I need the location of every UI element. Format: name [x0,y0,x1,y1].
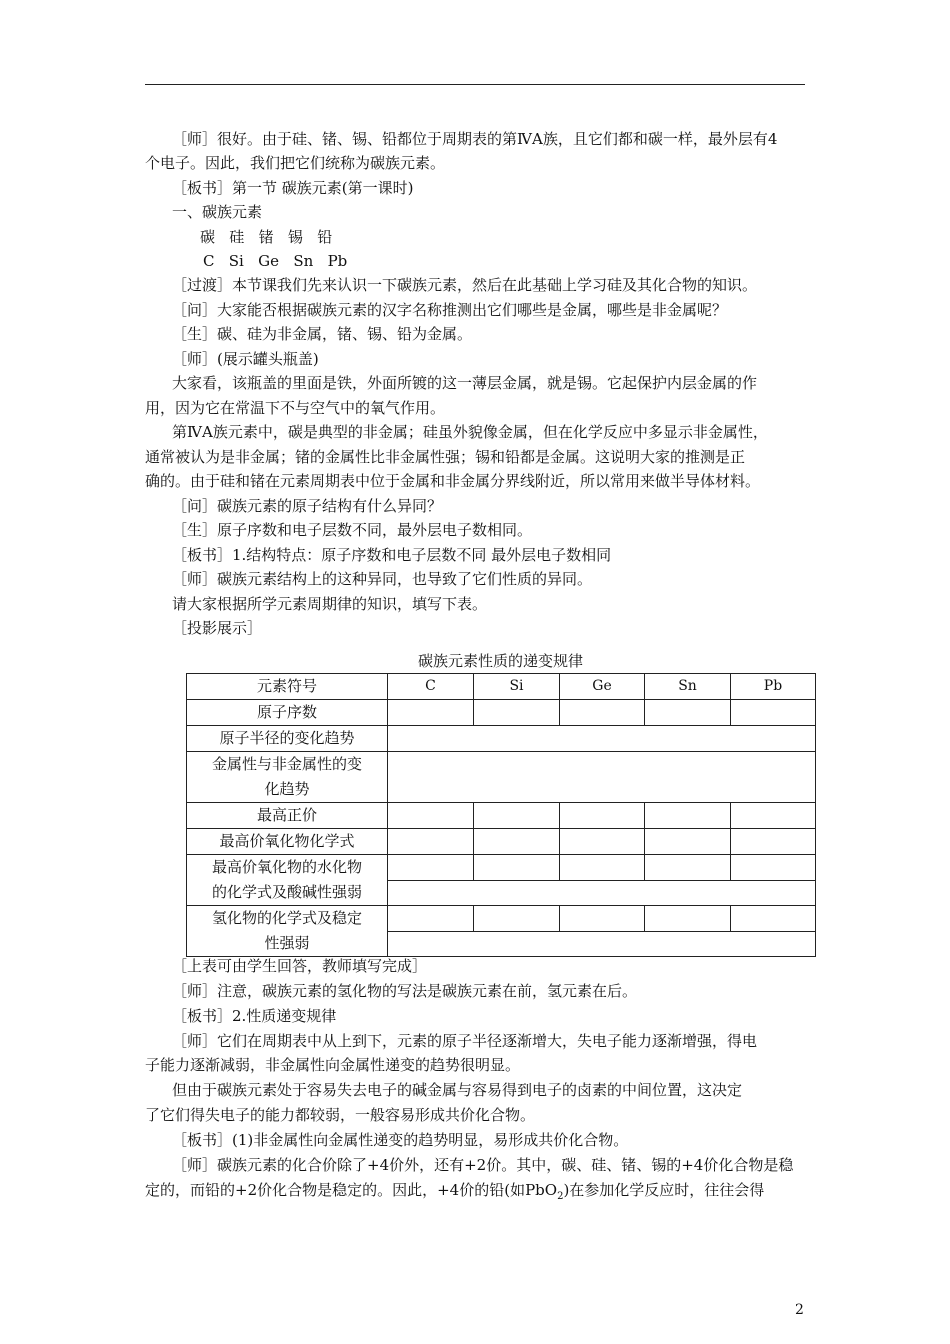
paragraph-line: 请大家根据所学元素周期律的知识，填写下表。 [172,595,488,613]
paragraph-line: ［师］它们在周期表中从上到下，元素的原子半径逐渐增大，失电子能力逐渐增强，得电 [172,1032,758,1050]
table-cell [474,855,560,881]
row-label: 原子半径的变化趋势 [187,726,388,752]
table-row [187,829,816,855]
table-cell [731,855,816,881]
row-label-line: 最高价氧化物的水化物 [211,858,362,876]
paragraph-line: ［师］碳族元素结构上的这种异同，也导致了它们性质的异同。 [172,570,593,588]
paragraph-line: ［师］很好。由于硅、锗、锡、铅都位于周期表的第ⅣA族，且它们都和碳一样，最外层有4 [172,130,778,148]
paragraph-line: 子能力逐渐减弱，非金属性向金属性递变的趋势很明显。 [145,1056,521,1074]
paragraph-line: 大家看，该瓶盖的里面是铁，外面所镀的这一薄层金属，就是锡。它起保护内层金属的作 [172,374,758,392]
row-label [187,855,388,906]
table-cell [731,803,816,829]
paragraph-line: 通常被认为是非金属；锗的金属性比非金属性强；锡和铅都是金属。这说明大家的推测是正 [145,448,746,466]
table-cell [560,803,645,829]
paragraph-line: 了它们得失电子的能力都较弱，一般容易形成共价化合物。 [145,1106,536,1124]
header-cell: Si [474,674,560,700]
table-cell [474,803,560,829]
element-names: 碳 硅 锗 锡 铅 [200,228,333,246]
table-row [187,906,816,932]
header-rule [145,84,805,85]
paragraph-line [145,1180,764,1207]
table-cell [388,829,474,855]
paragraph-line: 但由于碳族元素处于容易失去电子的碱金属与容易得到电子的卤素的中间位置，这决定 [172,1081,743,1099]
table-cell [388,803,474,829]
paragraph-line: ［上表可由学生回答，教师填写完成］ [172,957,428,975]
row-label-line: 氢化物的化学式及稳定 [211,909,362,927]
header-cell: 元素符号 [187,674,388,700]
row-label [187,906,388,957]
paragraph-line: 用，因为它在常温下不与空气中的氧气作用。 [145,399,446,417]
row-label: 最高价氧化物化学式 [187,829,388,855]
header-cell: Sn [645,674,731,700]
table-cell [731,906,816,932]
paragraph-line: ［板书］1.结构特点：原子序数和电子层数不同 最外层电子数相同 [172,546,612,564]
table-row [187,726,816,752]
paragraph-line: ［投影展示］ [172,619,263,637]
paragraph-line: ［问］碳族元素的原子结构有什么异同？ [172,497,443,515]
paragraph-line: ［师］(展示罐头瓶盖) [172,350,319,368]
table-row [187,700,816,726]
table-cell [388,855,474,881]
table-cell [388,880,816,906]
table-cell [645,829,731,855]
row-label: 最高正价 [187,803,388,829]
paragraph-line: ［生］原子序数和电子层数不同，最外层电子数相同。 [172,521,533,539]
table-cell [560,700,645,726]
subscript: 2 [557,1191,564,1202]
table-cell [388,752,816,803]
table-row [187,752,816,803]
table-cell [645,855,731,881]
paragraph-line: 个电子。因此，我们把它们统称为碳族元素。 [145,154,446,172]
table-cell [388,700,474,726]
table-cell [474,906,560,932]
table-cell [388,931,816,957]
paragraph-line: ［师］碳族元素的化合价除了+4价外，还有+2价。其中，碳、硅、锗、锡的+4价化合物是稳 [172,1156,794,1174]
row-label-line: 的化学式及酸碱性强弱 [211,883,362,901]
row-label [187,752,388,803]
table-cell [645,906,731,932]
table-cell [645,700,731,726]
paragraph-line: ［板书］2.性质递变规律 [172,1007,337,1025]
table-cell [731,829,816,855]
paragraph-line: ［师］注意，碳族元素的氢化物的写法是碳族元素在前，氢元素在后。 [172,982,638,1000]
table-row [187,855,816,881]
paragraph-text: )在参加化学反应时，往往会得 [563,1181,765,1199]
table-cell [645,803,731,829]
header-cell: Ge [560,674,645,700]
element-symbols: C Si Ge Sn Pb [203,252,348,270]
board-heading: ［板书］第一节 碳族元素(第一课时) [172,179,414,197]
row-label-line: 化趋势 [264,780,310,798]
row-label-line: 性强弱 [264,934,310,952]
paragraph-line: ［板书］(1)非金属性向金属性递变的趋势明显，易形成共价化合物。 [172,1131,629,1149]
paragraph-line: ［生］碳、硅为非金属，锗、锡、铅为金属。 [172,325,473,343]
table-cell [560,906,645,932]
table-cell [560,855,645,881]
paragraph-line: 确的。由于硅和锗在元素周期表中位于金属和非金属分界线附近，所以常用来做半导体材料。 [145,472,761,490]
paragraph-line: ［过渡］本节课我们先来认识一下碳族元素，然后在此基础上学习硅及其化合物的知识。 [172,276,758,294]
table-row [187,803,816,829]
table-cell [560,829,645,855]
paragraph-text: 定的，而铅的+2价化合物是稳定的。因此，+4价的铅(如PbO [145,1181,558,1199]
properties-table [186,673,816,957]
page-number: 2 [795,1302,804,1318]
section-heading: 一、碳族元素 [172,203,263,221]
header-cell: Pb [731,674,816,700]
table-cell [388,726,816,752]
table-cell [474,829,560,855]
table-caption: 碳族元素性质的递变规律 [417,652,583,670]
table-cell [388,906,474,932]
table-header-row [187,674,816,700]
table-cell [731,700,816,726]
paragraph-line: 第ⅣA族元素中，碳是典型的非金属；硅虽外貌像金属，但在化学反应中多显示非金属性， [172,423,768,441]
row-label: 原子序数 [187,700,388,726]
header-cell: C [388,674,474,700]
paragraph-line: ［问］大家能否根据碳族元素的汉字名称推测出它们哪些是金属，哪些是非金属呢？ [172,301,728,319]
table-cell [474,700,560,726]
row-label-line: 金属性与非金属性的变 [211,755,362,773]
